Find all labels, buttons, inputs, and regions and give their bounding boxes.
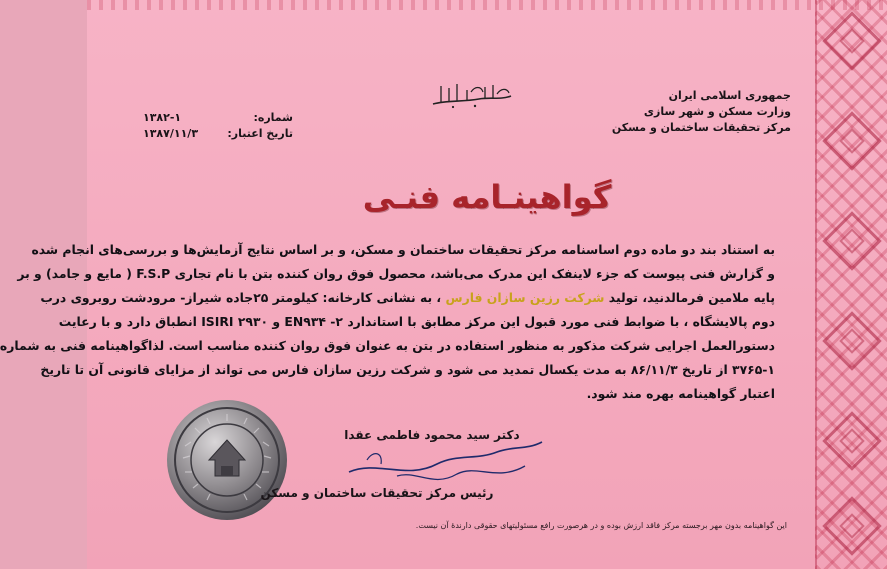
reference-info	[143, 110, 293, 142]
right-border-decoration	[815, 0, 887, 569]
bismillah-calligraphy-icon	[427, 78, 517, 112]
signer-role: رئیس مرکز تحقیقات ساختمان و مسکن	[260, 486, 494, 500]
border-motif-icon	[822, 111, 881, 170]
number-value: ۱۳۸۲-۱	[143, 111, 182, 124]
footer-note-line: این گواهینامه بدون مهر برجسته مرکز فاقد ارزش بوده و در هرصورت رافع مسئولیتهای حقوقی دارندهٔ آن نیست.	[415, 521, 787, 530]
top-border-decoration	[87, 0, 887, 10]
body-line: دوم پالایشگاه ، با ضوابط فنی مورد قبول این مرکز مطابق با استاندارد ۲- EN۹۳۴ و ۲۹۳۰ ISIRI انطباق دارد و با رعایت	[58, 314, 775, 329]
border-motif-icon	[822, 211, 881, 270]
validity-label: تاریخ اعتبار:	[227, 127, 293, 140]
body-line: دستورالعمل اجرایی شرکت مذکور به منظور استفاده در بتن به عنوان فوق روان کننده مناسب است. لذاگواهینامه فنی به شماره	[0, 338, 775, 353]
certificate-number-row	[143, 110, 293, 126]
border-motif-icon	[822, 311, 881, 370]
company-name: شرکت رزین سازان فارس	[445, 290, 605, 305]
certificate-title: گواهینـامه فنـی	[362, 178, 612, 216]
validity-value: ۱۳۸۷/۱۱/۳	[143, 127, 199, 140]
authority-line: وزارت مسکن و شهر سازی	[643, 105, 791, 118]
validity-date-row	[143, 126, 293, 142]
border-motif-icon	[822, 11, 881, 70]
body-line: ۳۷۶۵-۱ از تاریخ ۸۶/۱۱/۳ به مدت یکسال تمدید می شود و شرکت رزین سازان فارس می تواند از مزایای قانونی آن تا تاریخ	[40, 362, 775, 377]
issuing-authority	[581, 88, 791, 136]
authority-line: مرکز تحقیقات ساختمان و مسکن	[611, 121, 791, 134]
body-line: به استناد بند دو ماده دوم اساسنامه مرکز تحقیقات ساختمان و مسکن، و بر اساس نتایج آزمایش‌ها و بررسی‌های انجام شده	[31, 242, 775, 257]
embossed-seal-icon	[163, 396, 291, 524]
body-line: و گزارش فنی پیوست که جزء لاینفک این مدرک می‌باشد، محصول فوق روان کننده بتن با نام تجاری F.S.P ( مایع و جامد) و بر	[17, 266, 775, 281]
footer-note	[267, 520, 787, 531]
certificate-body	[0, 238, 775, 406]
number-label: شماره:	[253, 111, 293, 124]
body-line-segment: پایه ملامین فرمالدنید، تولید	[604, 290, 775, 305]
body-line: اعتبار گواهینامه بهره مند شود.	[586, 386, 775, 401]
signer-name: دکتر سید محمود فاطمی عقدا	[344, 428, 520, 442]
border-motif-icon	[822, 411, 881, 470]
authority-line: جمهوری اسلامی ایران	[668, 89, 791, 102]
body-line	[40, 286, 775, 310]
border-motif-icon	[822, 496, 881, 555]
body-line-segment: ، به نشانی کارخانه: کیلومتر ۲۵جاده شیراز- مرودشت روبروی درب	[40, 290, 446, 305]
